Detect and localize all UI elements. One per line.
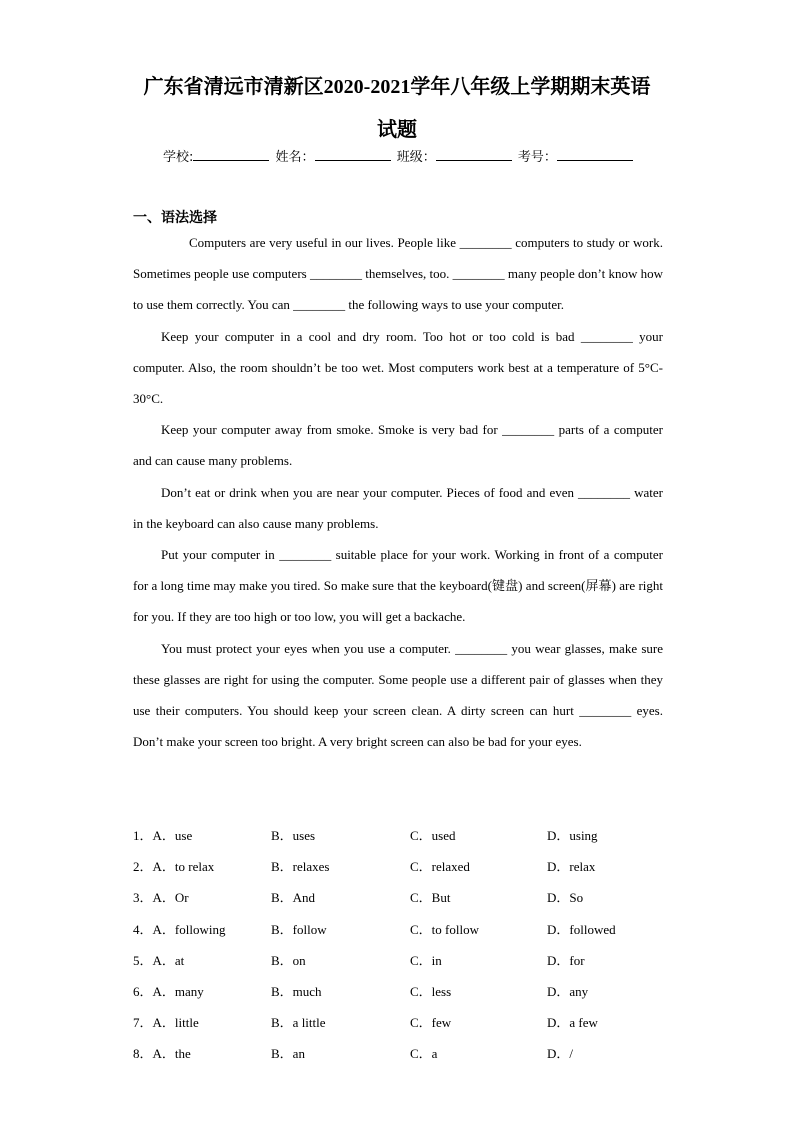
question-row (133, 1007, 693, 1038)
number-label: 考号： (517, 150, 557, 165)
passage-paragraph: Don’t eat or drink when you are near your computer. Pieces of food and even ________ water in the keyboard can also cause many problems. (133, 484, 663, 531)
option-d: D．So (547, 890, 584, 906)
name-blank (315, 148, 391, 161)
student-info-row (163, 146, 635, 165)
option-a: 7．A．little (133, 1015, 199, 1031)
question-row (133, 914, 693, 945)
question-row (133, 1038, 693, 1069)
option-a: 8．A．the (133, 1046, 191, 1062)
option-c: C．to follow (410, 921, 479, 937)
option-d: D．for (547, 952, 585, 968)
reading-passage (133, 227, 663, 757)
option-c: C．in (410, 952, 442, 968)
question-row (133, 851, 693, 882)
option-d: D．relax (547, 859, 596, 875)
class-blank (436, 148, 512, 161)
option-a: 2．A．to relax (133, 859, 215, 875)
question-row (133, 976, 693, 1007)
option-c: C．used (410, 828, 456, 843)
passage-paragraph: Computers are very useful in our lives. People like ________ computers to study or work. Sometimes people use computers ________ themselves, too. ________ many people don’t know how to use them correctly. You can ________ the following ways to use your computer. (133, 235, 663, 313)
section-heading: 一、语法选择 (133, 210, 217, 226)
school-label: 学校: (163, 150, 194, 165)
question-row (133, 945, 693, 976)
option-b: B．And (271, 890, 316, 906)
option-c: C．relaxed (410, 859, 470, 875)
passage-paragraph: Keep your computer away from smoke. Smoke is very bad for ________ parts of a computer and can cause many problems. (133, 422, 663, 469)
option-b: B．much (271, 983, 322, 999)
option-b: B．on (271, 952, 306, 968)
option-a: 1．A．use (133, 828, 193, 843)
school-blank (193, 148, 269, 161)
option-d: D．using (547, 828, 598, 843)
option-c: C．a (410, 1046, 438, 1062)
option-d: D．/ (547, 1046, 574, 1062)
option-c: C．But (410, 890, 451, 906)
option-c: C．few (410, 1015, 452, 1031)
class-label: 班级： (396, 150, 436, 165)
option-a: 4．A．following (133, 921, 226, 937)
number-blank (557, 148, 633, 161)
option-b: B．relaxes (271, 859, 330, 875)
option-d: D．a few (547, 1015, 598, 1031)
answer-options (133, 820, 693, 1070)
name-label: 姓名： (275, 150, 315, 165)
option-a: 5．A．at (133, 952, 185, 968)
option-a: 6．A．many (133, 983, 204, 999)
page-title-line-1: 广东省清远市清新区2020-2021学年八年级上学期期末英语 (143, 76, 651, 98)
option-b: B．a little (271, 1015, 326, 1031)
option-b: B．follow (271, 921, 327, 937)
option-c: C．less (410, 983, 452, 999)
question-row (133, 882, 693, 913)
option-b: B．an (271, 1046, 305, 1062)
option-d: D．followed (547, 921, 616, 937)
question-row (133, 820, 693, 851)
option-d: D．any (547, 983, 589, 999)
passage-paragraph: Keep your computer in a cool and dry room. Too hot or too cold is bad ________ your computer. Also, the room shouldn’t be too wet. Most computers work best at a temperature of 5°C-30°C. (133, 328, 663, 407)
option-b: B．uses (271, 828, 316, 843)
option-a: 3．A．Or (133, 890, 189, 906)
passage-paragraph: You must protect your eyes when you use a computer. ________ you wear glasses, make sure these glasses are right for using the computer. Some people use a different pair of glasses when they use their computers. You should keep your screen clean. A dirty screen can hurt ________ eyes. Don’t make your screen too bright. A very bright screen can also be bad for your eyes. (133, 640, 663, 750)
page-title-line-2: 试题 (377, 119, 417, 141)
passage-paragraph: Put your computer in ________ suitable place for your work. Working in front of a computer for a long time may make you tired. So make sure that the keyboard(键盘) and screen(屏幕) are right for you. If they are too high or too low, you will get a backache. (133, 547, 663, 625)
